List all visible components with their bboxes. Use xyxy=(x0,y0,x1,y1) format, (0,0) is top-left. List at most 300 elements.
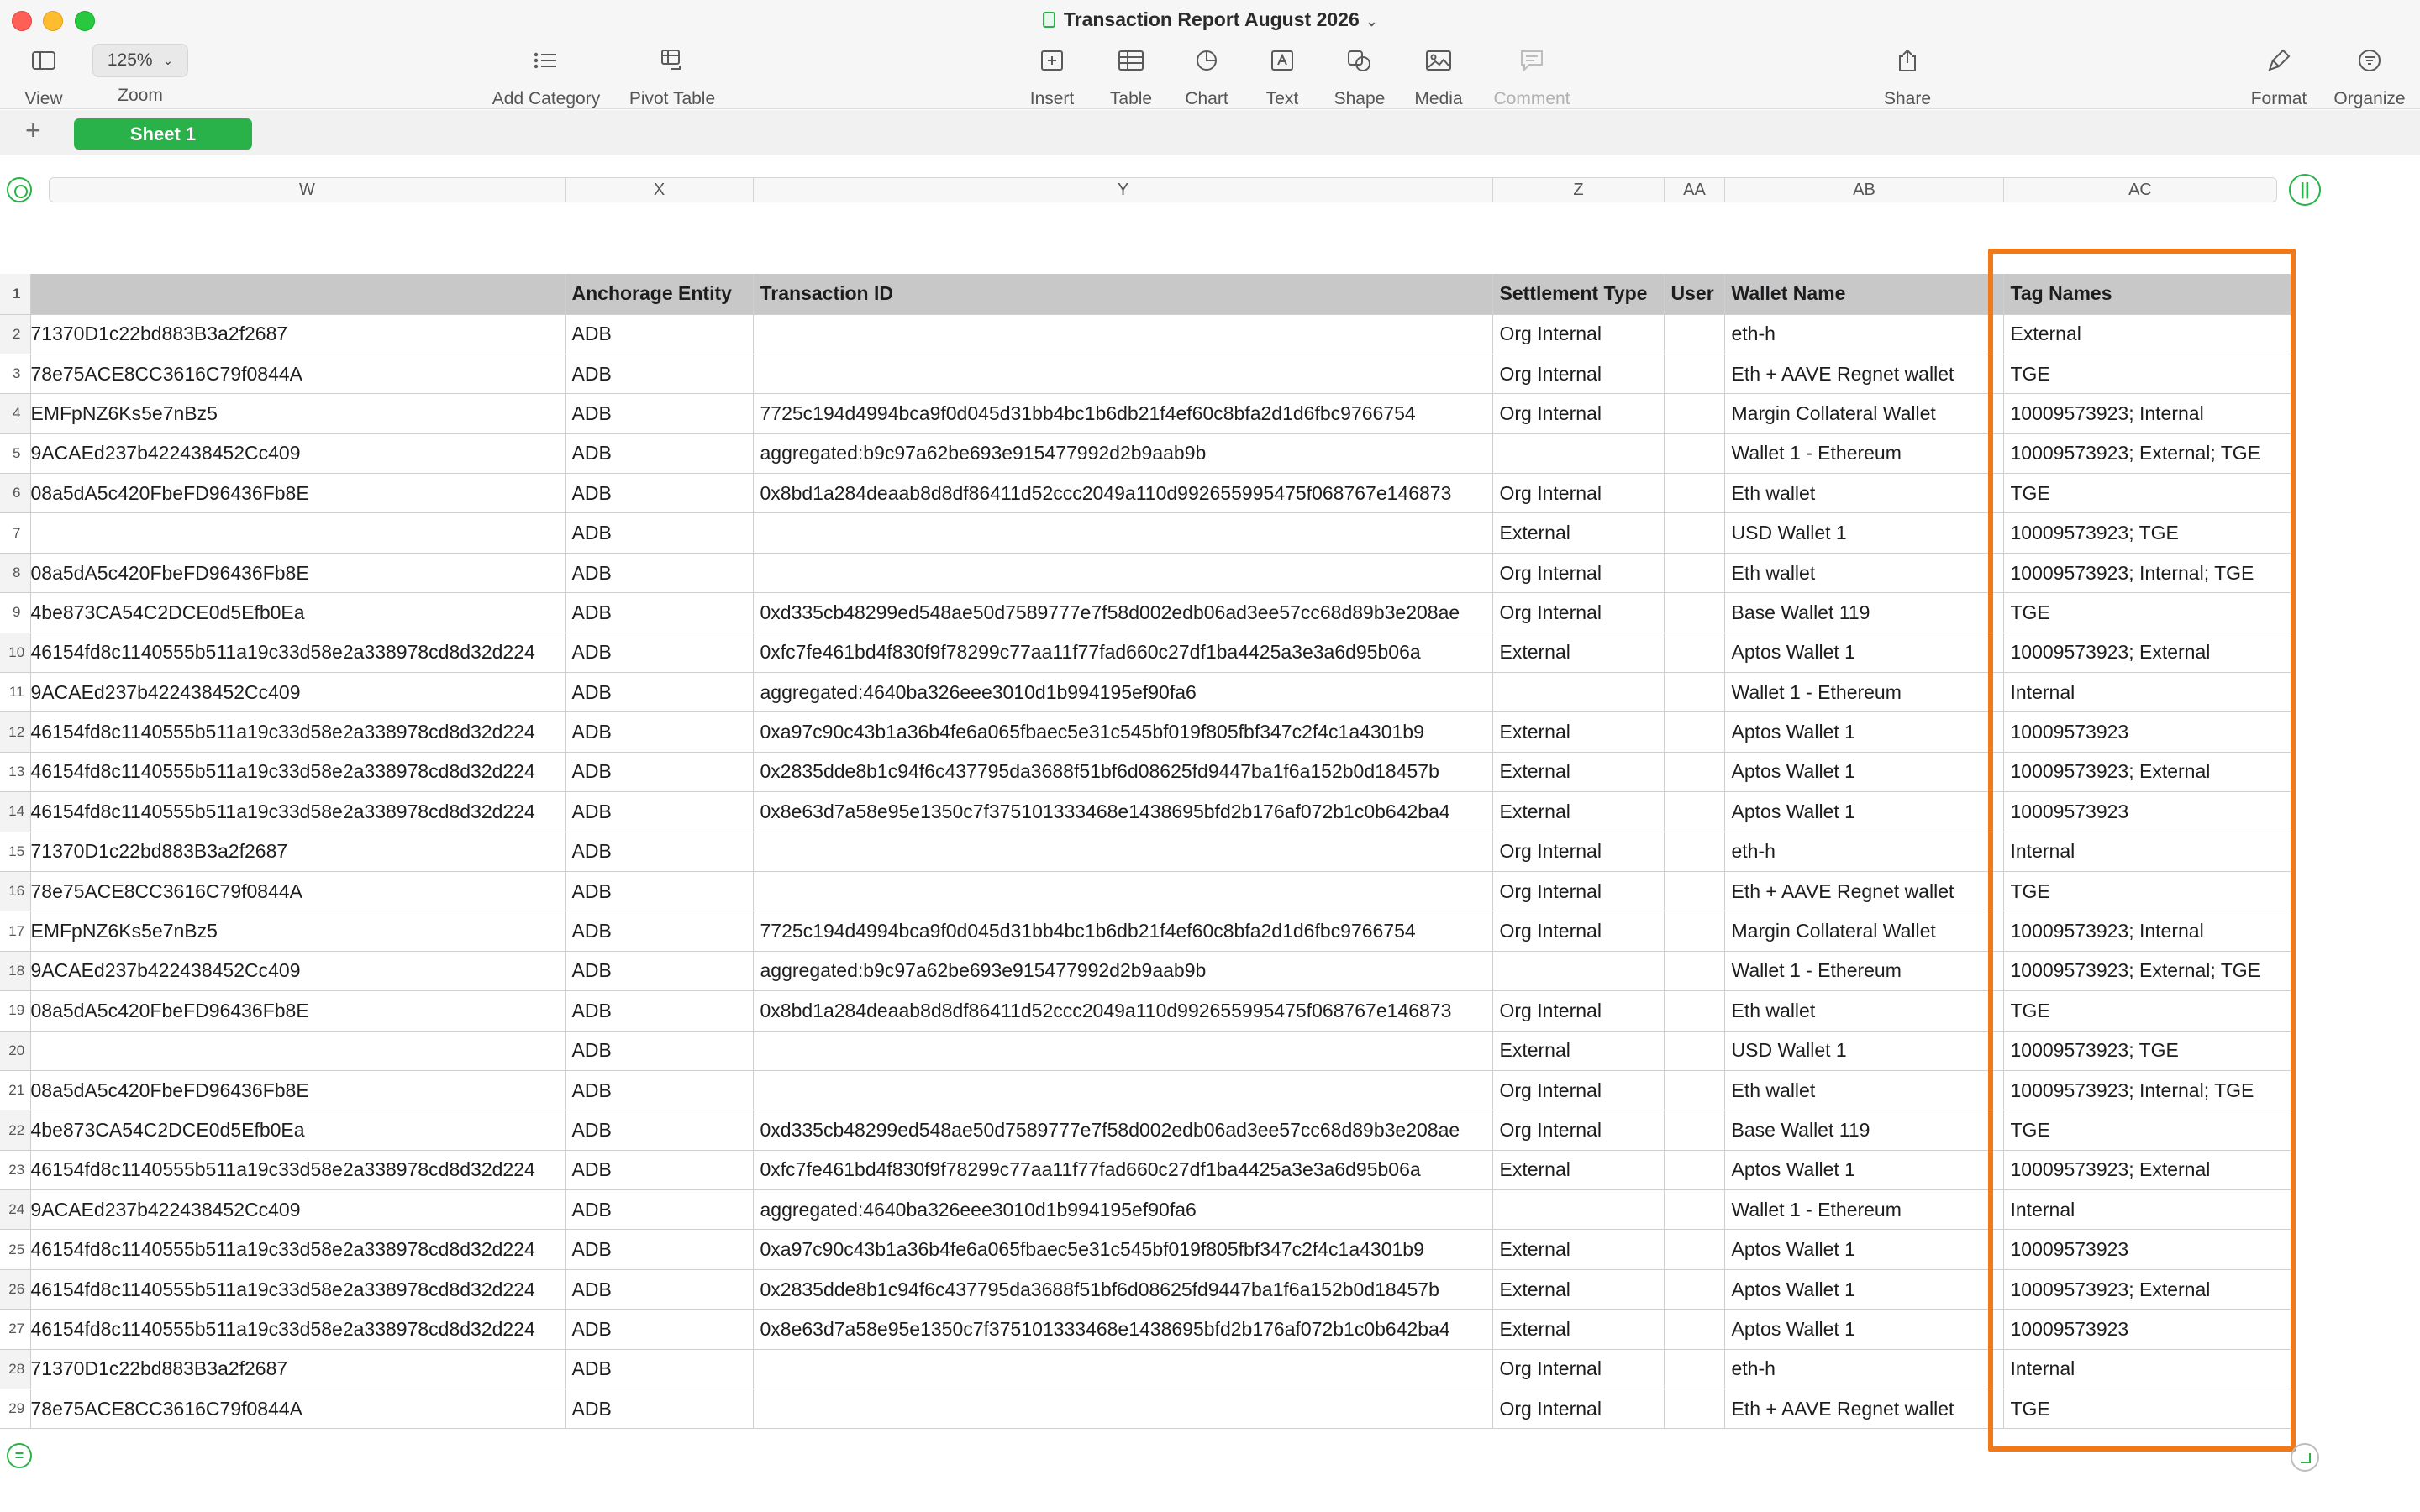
cell-wallet-name[interactable]: Aptos Wallet 1 xyxy=(1724,1150,2003,1189)
cell-transaction-id[interactable]: 0x8bd1a284deaab8d8df86411d52ccc2049a110d992655995475f068767e146873 xyxy=(753,474,1492,513)
row-number[interactable]: 16 xyxy=(0,871,30,911)
insert-button[interactable] xyxy=(1022,44,1082,109)
cell-wallet-name[interactable]: Wallet 1 - Ethereum xyxy=(1724,433,2003,473)
cell-w-text: 46154fd8c1140555b511a19c33d58e2a338978cd8d32d224 xyxy=(30,1317,535,1340)
cell-wallet-name[interactable]: Eth wallet xyxy=(1724,474,2003,513)
cell-anchorage-entity[interactable]: ADB xyxy=(565,593,753,633)
row-number[interactable]: 14 xyxy=(0,792,30,832)
row-number[interactable]: 5 xyxy=(0,433,30,473)
cell-wallet-name[interactable]: Aptos Wallet 1 xyxy=(1724,712,2003,752)
cell-wallet-name[interactable]: eth-h xyxy=(1724,832,2003,871)
cell-w[interactable] xyxy=(30,1349,565,1389)
cell-settlement-type[interactable]: Org Internal xyxy=(1492,593,1664,633)
table-row xyxy=(0,1110,2294,1150)
row-number[interactable]: 11 xyxy=(0,673,30,712)
chart-button[interactable] xyxy=(1176,44,1237,109)
cell-user[interactable] xyxy=(1664,1310,1724,1349)
row-number[interactable]: 7 xyxy=(0,513,30,553)
cell-wallet-name[interactable]: Wallet 1 - Ethereum xyxy=(1724,951,2003,990)
cell-wallet-name[interactable]: Aptos Wallet 1 xyxy=(1724,1310,2003,1349)
cell-transaction-id[interactable]: 0xa97c90c43b1a36b4fe6a065fbaec5e31c545bf019f805fbf347c2f4c1a4301b9 xyxy=(753,712,1492,752)
column-letter-y[interactable]: Y xyxy=(754,178,1493,202)
cell-wallet-name[interactable]: Aptos Wallet 1 xyxy=(1724,752,2003,791)
cell-w[interactable] xyxy=(30,673,565,712)
view-button[interactable] xyxy=(18,44,69,109)
cell-transaction-id[interactable]: 0xa97c90c43b1a36b4fe6a065fbaec5e31c545bf019f805fbf347c2f4c1a4301b9 xyxy=(753,1230,1492,1269)
cell-anchorage-entity[interactable]: ADB xyxy=(565,1150,753,1189)
column-header-transaction-id[interactable]: Transaction ID xyxy=(753,274,1492,314)
cell-wallet-name[interactable]: Aptos Wallet 1 xyxy=(1724,1269,2003,1309)
cell-w[interactable] xyxy=(30,1150,565,1189)
cell-w-text: 08a5dA5c420FbeFD96436Fb8E xyxy=(30,1079,309,1101)
table-row xyxy=(0,1230,2294,1269)
cell-settlement-type[interactable]: External xyxy=(1492,1230,1664,1269)
cell-anchorage-entity[interactable]: ADB xyxy=(565,553,753,592)
cell-w[interactable] xyxy=(30,1389,565,1429)
cell-w[interactable] xyxy=(30,593,565,633)
column-letter-ab[interactable]: AB xyxy=(1725,178,2004,202)
cell-w[interactable] xyxy=(30,712,565,752)
cell-anchorage-entity[interactable]: ADB xyxy=(565,752,753,791)
cell-w[interactable] xyxy=(30,1310,565,1349)
shape-button[interactable] xyxy=(1329,44,1390,109)
cell-settlement-type[interactable]: Org Internal xyxy=(1492,1110,1664,1150)
cell-tag-names[interactable]: Internal xyxy=(2003,832,2294,871)
share-button[interactable] xyxy=(1876,44,1939,109)
table-button[interactable] xyxy=(1101,44,1161,109)
format-button[interactable] xyxy=(2244,44,2314,109)
cell-tag-names[interactable]: 10009573923; Internal xyxy=(2003,394,2294,433)
cell-tag-names[interactable]: TGE xyxy=(2003,991,2294,1031)
cell-wallet-name[interactable]: Wallet 1 - Ethereum xyxy=(1724,1190,2003,1230)
cell-user[interactable] xyxy=(1664,1190,1724,1230)
table-row xyxy=(0,394,2294,433)
cell-user[interactable] xyxy=(1664,1110,1724,1150)
cell-settlement-type[interactable]: External xyxy=(1492,513,1664,553)
cell-tag-names[interactable]: 10009573923; External xyxy=(2003,1150,2294,1189)
cell-w[interactable] xyxy=(30,1230,565,1269)
cell-w-text: 46154fd8c1140555b511a19c33d58e2a338978cd8d32d224 xyxy=(30,721,535,743)
cell-tag-names[interactable]: Internal xyxy=(2003,673,2294,712)
photo-icon xyxy=(1407,44,1470,77)
cell-user[interactable] xyxy=(1664,433,1724,473)
cell-w[interactable] xyxy=(30,1190,565,1230)
cell-w[interactable] xyxy=(30,752,565,791)
cell-tag-names[interactable]: 10009573923; TGE xyxy=(2003,513,2294,553)
comment-button[interactable] xyxy=(1486,44,1578,109)
cell-anchorage-entity[interactable]: ADB xyxy=(565,1110,753,1150)
row-number[interactable]: 13 xyxy=(0,752,30,791)
cell-anchorage-entity[interactable]: ADB xyxy=(565,792,753,832)
cell-anchorage-entity[interactable]: ADB xyxy=(565,1349,753,1389)
cell-w[interactable] xyxy=(30,911,565,951)
cell-tag-names[interactable]: TGE xyxy=(2003,871,2294,911)
cell-settlement-type[interactable]: Org Internal xyxy=(1492,354,1664,393)
cell-transaction-id[interactable]: 0x2835dde8b1c94f6c437795da3688f51bf6d08625fd9447ba1f6a152b0d18457b xyxy=(753,752,1492,791)
row-number[interactable]: 6 xyxy=(0,474,30,513)
cell-settlement-type[interactable]: Org Internal xyxy=(1492,1349,1664,1389)
cell-tag-names[interactable]: 10009573923; External xyxy=(2003,633,2294,672)
cell-anchorage-entity[interactable]: ADB xyxy=(565,832,753,871)
row-number[interactable]: 10 xyxy=(0,633,30,672)
cell-wallet-name[interactable]: eth-h xyxy=(1724,314,2003,354)
cell-user[interactable] xyxy=(1664,354,1724,393)
cell-user[interactable] xyxy=(1664,1070,1724,1110)
cell-wallet-name[interactable]: Wallet 1 - Ethereum xyxy=(1724,673,2003,712)
cell-tag-names[interactable]: TGE xyxy=(2003,593,2294,633)
cell-transaction-id[interactable]: 0x8bd1a284deaab8d8df86411d52ccc2049a110d992655995475f068767e146873 xyxy=(753,991,1492,1031)
cell-tag-names[interactable]: 10009573923; External xyxy=(2003,1269,2294,1309)
column-header-anchorage-entity[interactable]: Anchorage Entity xyxy=(565,274,753,314)
cell-w[interactable] xyxy=(30,553,565,592)
numbers-document-icon xyxy=(1043,12,1055,28)
column-header-user[interactable]: User xyxy=(1664,274,1724,314)
table-label: Table xyxy=(1109,89,1153,108)
row-number[interactable]: 12 xyxy=(0,712,30,752)
organize-label: Organize xyxy=(2333,89,2406,108)
cell-w-text: 78e75ACE8CC3616C79f0844A xyxy=(30,1397,303,1420)
cell-user[interactable] xyxy=(1664,1349,1724,1389)
cell-transaction-id[interactable] xyxy=(753,314,1492,354)
cell-tag-names[interactable]: TGE xyxy=(2003,1110,2294,1150)
format-label: Format xyxy=(2250,89,2307,108)
cell-user[interactable] xyxy=(1664,673,1724,712)
comment-icon xyxy=(1486,44,1578,77)
row-number[interactable]: 28 xyxy=(0,1349,30,1389)
table-row xyxy=(0,871,2294,911)
sheet-tab-bar xyxy=(0,110,2420,155)
cell-tag-names[interactable]: TGE xyxy=(2003,1389,2294,1429)
cell-transaction-id[interactable]: 0xd335cb48299ed548ae50d7589777e7f58d002edb06ad3ee57cc68d89b3e208ae xyxy=(753,1110,1492,1150)
cell-transaction-id[interactable] xyxy=(753,553,1492,592)
cell-settlement-type[interactable]: Org Internal xyxy=(1492,553,1664,592)
row-number[interactable]: 29 xyxy=(0,1389,30,1429)
cell-user[interactable] xyxy=(1664,951,1724,990)
cell-w[interactable] xyxy=(30,433,565,473)
cell-tag-names[interactable]: 10009573923 xyxy=(2003,712,2294,752)
row-number[interactable]: 24 xyxy=(0,1190,30,1230)
cell-tag-names[interactable]: 10009573923; External; TGE xyxy=(2003,951,2294,990)
shape-label: Shape xyxy=(1334,89,1386,108)
table-row xyxy=(0,1389,2294,1429)
column-letter-ac[interactable]: AC xyxy=(2128,180,2152,199)
cell-w[interactable] xyxy=(30,314,565,354)
cell-transaction-id[interactable] xyxy=(753,1389,1492,1429)
cell-wallet-name[interactable]: USD Wallet 1 xyxy=(1724,1031,2003,1070)
cell-tag-names[interactable]: 10009573923 xyxy=(2003,1230,2294,1269)
add-sheet-button[interactable]: + xyxy=(25,115,41,145)
cell-w[interactable] xyxy=(30,792,565,832)
organize-button[interactable] xyxy=(2328,44,2412,109)
select-table-handle[interactable] xyxy=(7,177,32,202)
cell-w-text: 46154fd8c1140555b511a19c33d58e2a338978cd8d32d224 xyxy=(30,1238,535,1261)
cell-settlement-type[interactable]: Org Internal xyxy=(1492,1389,1664,1429)
cell-w[interactable] xyxy=(30,991,565,1031)
cell-anchorage-entity[interactable]: ADB xyxy=(565,633,753,672)
column-letter-z[interactable]: Z xyxy=(1493,178,1665,202)
cell-anchorage-entity[interactable]: ADB xyxy=(565,871,753,911)
cell-settlement-type[interactable] xyxy=(1492,433,1664,473)
row-number[interactable]: 21 xyxy=(0,1070,30,1110)
cell-tag-names[interactable]: 10009573923; Internal xyxy=(2003,911,2294,951)
cell-user[interactable] xyxy=(1664,1389,1724,1429)
cell-tag-names[interactable]: 10009573923 xyxy=(2003,792,2294,832)
cell-anchorage-entity[interactable]: ADB xyxy=(565,1269,753,1309)
cell-w[interactable] xyxy=(30,951,565,990)
cell-wallet-name[interactable]: Margin Collateral Wallet xyxy=(1724,394,2003,433)
cell-user[interactable] xyxy=(1664,394,1724,433)
column-header-settlement-type[interactable]: Settlement Type xyxy=(1492,274,1664,314)
table-row xyxy=(0,474,2294,513)
row-number[interactable]: 22 xyxy=(0,1110,30,1150)
cell-transaction-id[interactable]: 0xfc7fe461bd4f830f9f78299c77aa11f77fad660c27df1ba4425a3e3a6d95b06a xyxy=(753,1150,1492,1189)
cell-anchorage-entity[interactable]: ADB xyxy=(565,354,753,393)
cell-settlement-type[interactable]: External xyxy=(1492,633,1664,672)
row-number[interactable]: 18 xyxy=(0,951,30,990)
cell-wallet-name[interactable]: Aptos Wallet 1 xyxy=(1724,792,2003,832)
cell-tag-names[interactable]: 10009573923; Internal; TGE xyxy=(2003,553,2294,592)
table-row xyxy=(0,1150,2294,1189)
cell-user[interactable] xyxy=(1664,832,1724,871)
column-letter-w[interactable]: W xyxy=(50,178,566,202)
cell-settlement-type[interactable]: Org Internal xyxy=(1492,314,1664,354)
table-row xyxy=(0,433,2294,473)
cell-settlement-type[interactable]: Org Internal xyxy=(1492,394,1664,433)
column-letter-aa[interactable]: AA xyxy=(1665,178,1725,202)
cell-transaction-id[interactable] xyxy=(753,871,1492,911)
cell-wallet-name[interactable]: USD Wallet 1 xyxy=(1724,513,2003,553)
cell-tag-names[interactable]: TGE xyxy=(2003,474,2294,513)
cell-transaction-id[interactable] xyxy=(753,1349,1492,1389)
cell-transaction-id[interactable]: aggregated:4640ba326eee3010d1b994195ef90fa6 xyxy=(753,673,1492,712)
organize-icon xyxy=(2328,44,2412,77)
column-header-tag-names[interactable]: Tag Names xyxy=(2003,274,2294,314)
cell-tag-names[interactable]: 10009573923 xyxy=(2003,1310,2294,1349)
cell-transaction-id[interactable]: 0xd335cb48299ed548ae50d7589777e7f58d002edb06ad3ee57cc68d89b3e208ae xyxy=(753,593,1492,633)
cell-anchorage-entity[interactable]: ADB xyxy=(565,911,753,951)
cell-settlement-type[interactable]: External xyxy=(1492,1269,1664,1309)
cell-w[interactable] xyxy=(30,1070,565,1110)
cell-w-text: 78e75ACE8CC3616C79f0844A xyxy=(30,362,303,385)
cell-anchorage-entity[interactable]: ADB xyxy=(565,433,753,473)
cell-user[interactable] xyxy=(1664,911,1724,951)
row-number[interactable]: 27 xyxy=(0,1310,30,1349)
cell-settlement-type[interactable]: Org Internal xyxy=(1492,991,1664,1031)
cell-w-text: 46154fd8c1140555b511a19c33d58e2a338978cd8d32d224 xyxy=(30,800,535,822)
cell-anchorage-entity[interactable]: ADB xyxy=(565,474,753,513)
table-row xyxy=(0,1269,2294,1309)
cell-wallet-name[interactable]: Eth + AAVE Regnet wallet xyxy=(1724,354,2003,393)
row-number[interactable]: 4 xyxy=(0,394,30,433)
cell-anchorage-entity[interactable]: ADB xyxy=(565,673,753,712)
cell-settlement-type[interactable]: External xyxy=(1492,1310,1664,1349)
row-number[interactable]: 3 xyxy=(0,354,30,393)
cell-settlement-type[interactable]: Org Internal xyxy=(1492,871,1664,911)
cell-user[interactable] xyxy=(1664,1230,1724,1269)
row-number[interactable]: 15 xyxy=(0,832,30,871)
column-letter-x[interactable]: X xyxy=(566,178,754,202)
table-row xyxy=(0,1349,2294,1389)
cell-settlement-type[interactable]: External xyxy=(1492,752,1664,791)
cell-w[interactable] xyxy=(30,1269,565,1309)
cell-anchorage-entity[interactable]: ADB xyxy=(565,1310,753,1349)
cell-wallet-name[interactable]: Eth wallet xyxy=(1724,991,2003,1031)
cell-wallet-name[interactable]: Margin Collateral Wallet xyxy=(1724,911,2003,951)
row-number[interactable]: 2 xyxy=(0,314,30,354)
row-number[interactable]: 8 xyxy=(0,553,30,592)
cell-wallet-name[interactable]: Eth + AAVE Regnet wallet xyxy=(1724,1389,2003,1429)
cell-settlement-type[interactable]: Org Internal xyxy=(1492,474,1664,513)
cell-w[interactable] xyxy=(30,513,565,553)
table-row xyxy=(0,832,2294,871)
cell-wallet-name[interactable]: Aptos Wallet 1 xyxy=(1724,633,2003,672)
zoom-dropdown[interactable] xyxy=(92,44,188,77)
table-row xyxy=(0,911,2294,951)
cell-wallet-name[interactable]: Aptos Wallet 1 xyxy=(1724,1230,2003,1269)
cell-transaction-id[interactable]: 0x8e63d7a58e95e1350c7f375101333468e1438695bfd2b176af072b1c0b642ba4 xyxy=(753,1310,1492,1349)
insert-label: Insert xyxy=(1029,89,1075,108)
table-row xyxy=(0,354,2294,393)
cell-transaction-id[interactable]: 7725c194d4994bca9f0d045d31bb4bc1b6db21f4ef60c8bfa2d1d6fbc9766754 xyxy=(753,394,1492,433)
cell-tag-names[interactable]: 10009573923; Internal; TGE xyxy=(2003,1070,2294,1110)
cell-user[interactable] xyxy=(1664,1269,1724,1309)
cell-wallet-name[interactable]: eth-h xyxy=(1724,1349,2003,1389)
cell-tag-names[interactable]: 10009573923; External xyxy=(2003,752,2294,791)
cell-user[interactable] xyxy=(1664,712,1724,752)
cell-settlement-type[interactable]: External xyxy=(1492,792,1664,832)
table-row xyxy=(0,991,2294,1031)
cell-anchorage-entity[interactable]: ADB xyxy=(565,394,753,433)
row-number[interactable]: 17 xyxy=(0,911,30,951)
cell-w[interactable] xyxy=(30,871,565,911)
row-number[interactable]: 19 xyxy=(0,991,30,1031)
cell-w[interactable] xyxy=(30,633,565,672)
row-number[interactable]: 23 xyxy=(0,1150,30,1189)
cell-user[interactable] xyxy=(1664,752,1724,791)
cell-transaction-id[interactable]: aggregated:b9c97a62be693e915477992d2b9aab9b xyxy=(753,433,1492,473)
cell-tag-names[interactable]: TGE xyxy=(2003,354,2294,393)
row-number[interactable]: 26 xyxy=(0,1269,30,1309)
cell-w[interactable] xyxy=(30,1110,565,1150)
cell-user[interactable] xyxy=(1664,314,1724,354)
row-number[interactable]: 20 xyxy=(0,1031,30,1070)
column-letters xyxy=(49,177,2277,202)
cell-anchorage-entity[interactable]: ADB xyxy=(565,1190,753,1230)
cell-anchorage-entity[interactable]: ADB xyxy=(565,951,753,990)
window-title[interactable] xyxy=(0,8,2420,31)
share-icon xyxy=(1876,44,1939,77)
cell-user[interactable] xyxy=(1664,553,1724,592)
add-column-handle[interactable]: || xyxy=(2289,174,2321,206)
cell-w[interactable] xyxy=(30,354,565,393)
add-row-handle[interactable]: = xyxy=(7,1443,32,1468)
cell-transaction-id[interactable] xyxy=(753,1031,1492,1070)
cell-user[interactable] xyxy=(1664,1031,1724,1070)
cell-w-text: 9ACAEd237b422438452Cc409 xyxy=(30,959,301,982)
cell-wallet-name[interactable]: Eth wallet xyxy=(1724,553,2003,592)
cell-anchorage-entity[interactable]: ADB xyxy=(565,991,753,1031)
cell-tag-names[interactable]: External xyxy=(2003,314,2294,354)
table-row xyxy=(0,673,2294,712)
cell-user[interactable] xyxy=(1664,513,1724,553)
column-header-wallet-name[interactable]: Wallet Name xyxy=(1724,274,2003,314)
cell-user[interactable] xyxy=(1664,474,1724,513)
cell-settlement-type[interactable]: External xyxy=(1492,712,1664,752)
column-header-w[interactable] xyxy=(30,274,565,314)
cell-transaction-id[interactable]: 0x2835dde8b1c94f6c437795da3688f51bf6d08625fd9447ba1f6a152b0d18457b xyxy=(753,1269,1492,1309)
cell-user[interactable] xyxy=(1664,871,1724,911)
cell-tag-names[interactable]: Internal xyxy=(2003,1349,2294,1389)
cell-transaction-id[interactable]: aggregated:4640ba326eee3010d1b994195ef90fa6 xyxy=(753,1190,1492,1230)
cell-settlement-type[interactable]: Org Internal xyxy=(1492,1070,1664,1110)
window-title-text: Transaction Report August 2026 xyxy=(1063,8,1360,30)
chevron-down-icon: ⌄ xyxy=(1365,15,1378,29)
cell-settlement-type[interactable]: Org Internal xyxy=(1492,911,1664,951)
cell-anchorage-entity[interactable]: ADB xyxy=(565,1031,753,1070)
media-button[interactable] xyxy=(1407,44,1470,109)
add-category-button[interactable] xyxy=(486,44,607,109)
cell-transaction-id[interactable]: aggregated:b9c97a62be693e915477992d2b9aab9b xyxy=(753,951,1492,990)
cell-transaction-id[interactable] xyxy=(753,354,1492,393)
cell-settlement-type[interactable]: Org Internal xyxy=(1492,832,1664,871)
cell-settlement-type[interactable] xyxy=(1492,1190,1664,1230)
cell-settlement-type[interactable] xyxy=(1492,951,1664,990)
cell-transaction-id[interactable]: 0xfc7fe461bd4f830f9f78299c77aa11f77fad660c27df1ba4425a3e3a6d95b06a xyxy=(753,633,1492,672)
cell-anchorage-entity[interactable]: ADB xyxy=(565,1070,753,1110)
cell-user[interactable] xyxy=(1664,1150,1724,1189)
row-number[interactable]: 25 xyxy=(0,1230,30,1269)
cell-transaction-id[interactable]: 7725c194d4994bca9f0d045d31bb4bc1b6db21f4ef60c8bfa2d1d6fbc9766754 xyxy=(753,911,1492,951)
cell-tag-names[interactable]: 10009573923; TGE xyxy=(2003,1031,2294,1070)
cell-transaction-id[interactable] xyxy=(753,832,1492,871)
cell-w[interactable] xyxy=(30,474,565,513)
cell-anchorage-entity[interactable]: ADB xyxy=(565,1230,753,1269)
cell-transaction-id[interactable]: 0x8e63d7a58e95e1350c7f375101333468e1438695bfd2b176af072b1c0b642ba4 xyxy=(753,792,1492,832)
tab-sheet-1[interactable]: Sheet 1 xyxy=(74,118,252,150)
cell-anchorage-entity[interactable]: ADB xyxy=(565,712,753,752)
view-label: View xyxy=(24,89,63,108)
resize-table-handle[interactable] xyxy=(2291,1443,2319,1472)
cell-user[interactable] xyxy=(1664,593,1724,633)
cell-user[interactable] xyxy=(1664,633,1724,672)
cell-anchorage-entity[interactable]: ADB xyxy=(565,314,753,354)
row-number[interactable]: 9 xyxy=(0,593,30,633)
cell-w[interactable] xyxy=(30,394,565,433)
cell-w-text: 9ACAEd237b422438452Cc409 xyxy=(30,680,301,703)
cell-anchorage-entity[interactable]: ADB xyxy=(565,1389,753,1429)
cell-transaction-id[interactable] xyxy=(753,513,1492,553)
cell-w-text: EMFpNZ6Ks5e7nBz5 xyxy=(30,920,218,942)
cell-wallet-name[interactable]: Eth wallet xyxy=(1724,1070,2003,1110)
cell-user[interactable] xyxy=(1664,991,1724,1031)
cell-settlement-type[interactable]: External xyxy=(1492,1031,1664,1070)
cell-settlement-type[interactable] xyxy=(1492,673,1664,712)
cell-wallet-name[interactable]: Base Wallet 119 xyxy=(1724,1110,2003,1150)
cell-wallet-name[interactable]: Eth + AAVE Regnet wallet xyxy=(1724,871,2003,911)
cell-tag-names[interactable]: 10009573923; External; TGE xyxy=(2003,433,2294,473)
pivot-table-button[interactable] xyxy=(622,44,723,109)
text-button[interactable] xyxy=(1252,44,1313,109)
row-number[interactable]: 1 xyxy=(0,274,30,314)
cell-transaction-id[interactable] xyxy=(753,1070,1492,1110)
cell-wallet-name[interactable]: Base Wallet 119 xyxy=(1724,593,2003,633)
cell-settlement-type[interactable]: External xyxy=(1492,1150,1664,1189)
cell-w[interactable] xyxy=(30,1031,565,1070)
cell-w[interactable] xyxy=(30,832,565,871)
cell-anchorage-entity[interactable]: ADB xyxy=(565,513,753,553)
cell-tag-names[interactable]: Internal xyxy=(2003,1190,2294,1230)
cell-user[interactable] xyxy=(1664,792,1724,832)
